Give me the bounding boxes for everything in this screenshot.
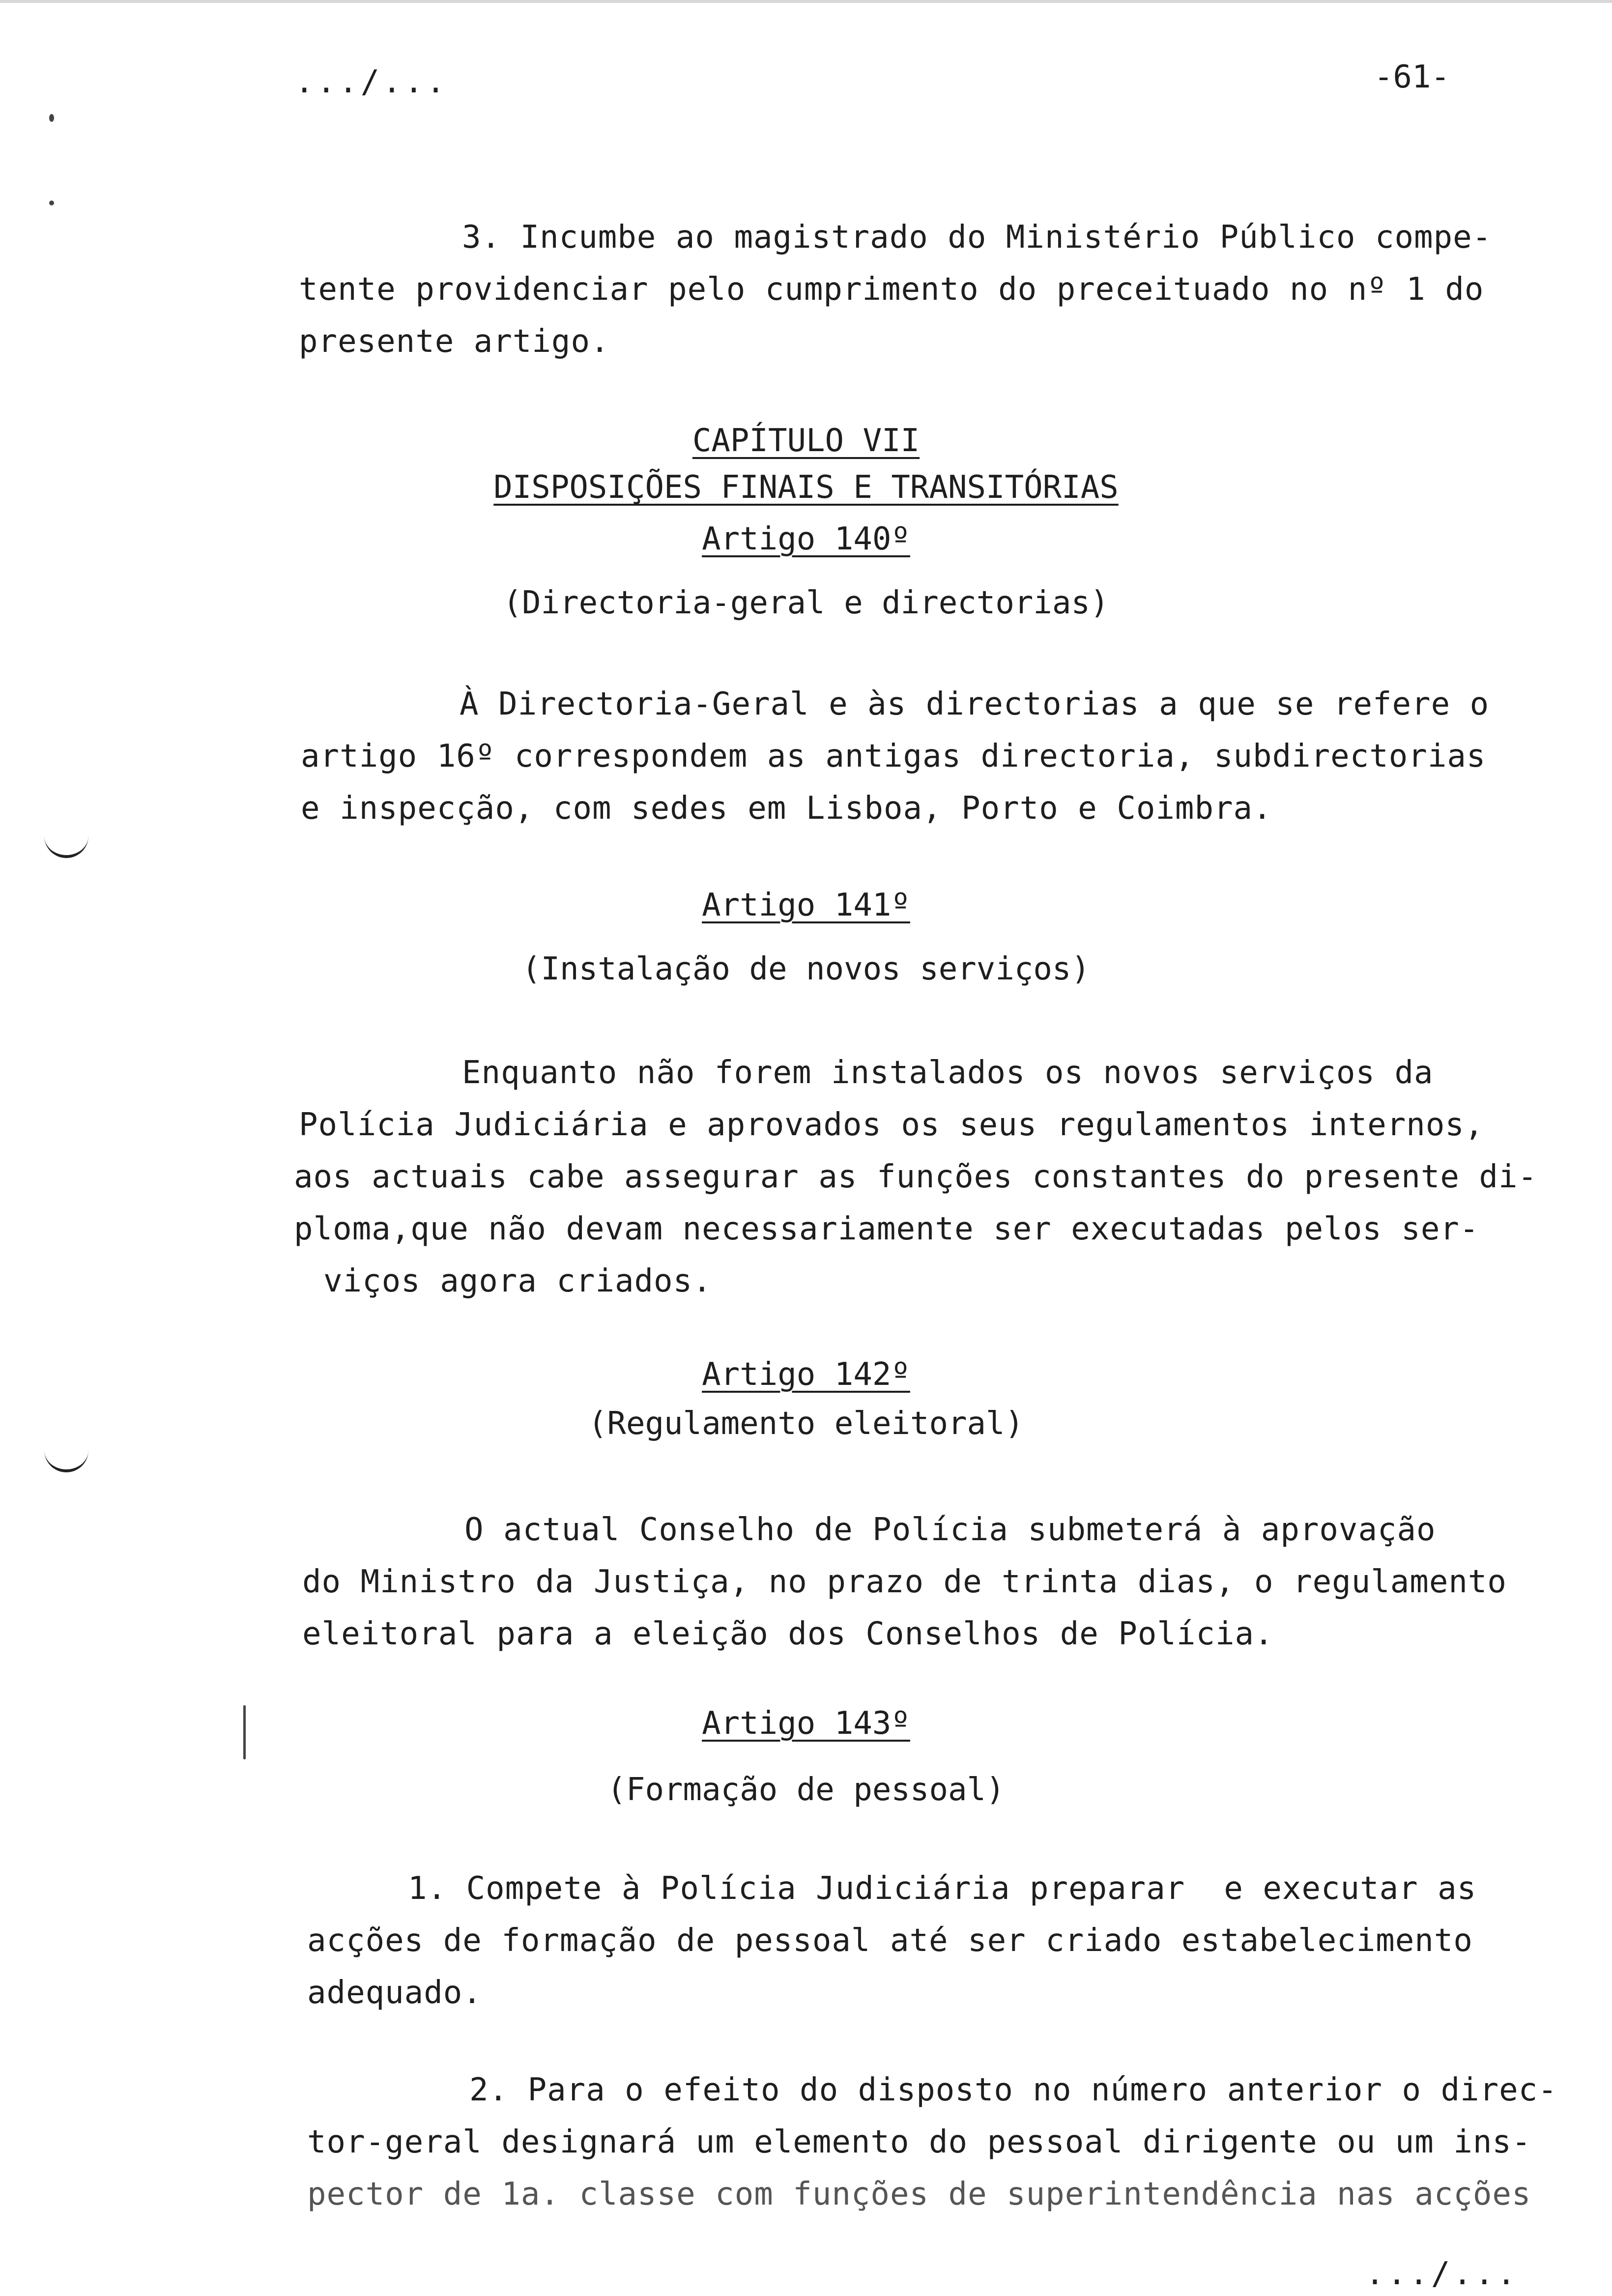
paragraph-line: 3. Incumbe ao magistrado do Ministério Público compe- [462, 219, 1492, 256]
paragraph-line: aos actuais cabe assegurar as funções constantes do presente di- [294, 1159, 1537, 1195]
scan-top-edge [0, 0, 1612, 3]
paragraph-line: presente artigo. [299, 323, 610, 360]
paragraph-line: artigo 16º correspondem as antigas directoria, subdirectorias [301, 738, 1486, 775]
article-subtitle: (Directoria-geral e directorias) [503, 585, 1109, 621]
page-number: -61- [1374, 59, 1450, 95]
article-subtitle: (Instalação de novos serviços) [522, 951, 1090, 987]
article-subtitle: (Formação de pessoal) [607, 1772, 1005, 1808]
paragraph-line: acções de formação de pessoal até ser criado estabelecimento [307, 1923, 1473, 1959]
article-heading: Artigo 142º [702, 1356, 910, 1393]
paragraph-line: ploma,que não devam necessariamente ser executadas pelos ser- [294, 1211, 1479, 1247]
article-heading: Artigo 140º [702, 521, 910, 557]
article-subtitle: (Regulamento eleitoral) [588, 1406, 1024, 1442]
article-heading: Artigo 141º [702, 887, 910, 923]
paragraph-line: 1. Compete à Polícia Judiciária preparar e executar as [408, 1870, 1477, 1907]
paragraph-line: 2. Para o efeito do disposto no número anterior o direc- [469, 2072, 1557, 2108]
paragraph-line: eleitoral para a eleição dos Conselhos de Polícia. [302, 1616, 1274, 1652]
hole-punch-mark [44, 1450, 88, 1472]
footer-continuation-marker: .../... [1365, 2256, 1519, 2292]
paragraph-line: e inspecção, com sedes em Lisboa, Porto e Coimbra. [301, 790, 1272, 827]
hole-punch-mark [44, 835, 88, 858]
paragraph-line: O actual Conselho de Polícia submeterá à aprovação [464, 1512, 1436, 1548]
article-heading: Artigo 143º [702, 1705, 910, 1742]
paragraph-line: do Ministro da Justiça, no prazo de trinta dias, o regulamento [302, 1564, 1507, 1600]
paragraph-line: pector de 1a. classe com funções de superintendência nas acções [307, 2176, 1531, 2212]
paragraph-line: À Directoria-Geral e às directorias a que se refere o [460, 686, 1490, 722]
scan-speck [49, 114, 54, 122]
chapter-subtitle: DISPOSIÇÕES FINAIS E TRANSITÓRIAS [493, 469, 1119, 506]
continuation-marker: .../... [295, 64, 448, 100]
paragraph-line: Polícia Judiciária e aprovados os seus regulamentos internos, [299, 1107, 1484, 1143]
paragraph-line: tor-geral designará um elemento do pessoal dirigente ou um ins- [307, 2124, 1531, 2160]
paragraph-line: Enquanto não forem instalados os novos serviços da [462, 1055, 1434, 1091]
paragraph-line: viços agora criados. [323, 1263, 712, 1299]
chapter-title: CAPÍTULO VII [692, 423, 920, 459]
paragraph-line: tente providenciar pelo cumprimento do preceituado no nº 1 do [299, 271, 1484, 308]
paragraph-line: adequado. [307, 1975, 482, 2011]
scan-speck [49, 201, 54, 205]
